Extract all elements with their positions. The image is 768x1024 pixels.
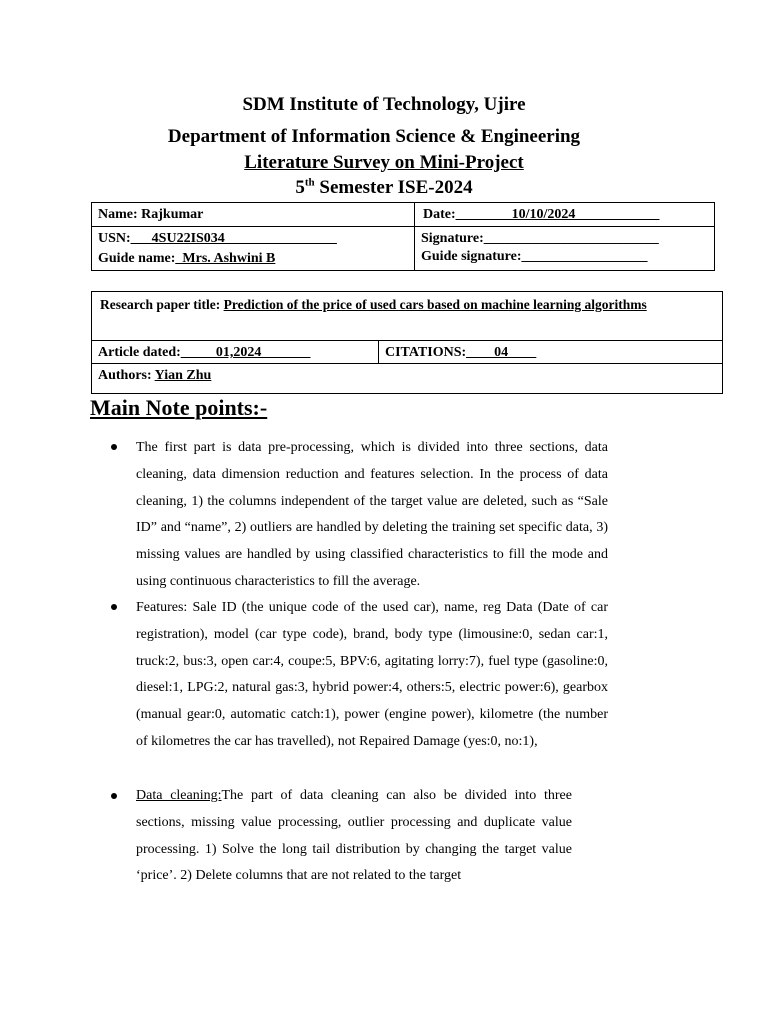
citations-label: CITATIONS: (385, 345, 467, 360)
semester-text: Semester ISE-2024 (314, 177, 473, 198)
department-name: Department of Information Science & Engineering (167, 126, 581, 147)
semester-number: 5 (295, 177, 305, 198)
info-table-row-divider-right (414, 226, 715, 227)
semester-line (0, 177, 768, 199)
usn-value: ___4SU22IS034________________ (130, 231, 337, 246)
bullet-dot (111, 793, 117, 799)
paper-table-divider-1 (91, 340, 723, 341)
paper-title-label: Research paper title: (100, 297, 221, 312)
guide-value: _Mrs. Ashwini B (175, 251, 276, 266)
bullet-dot (111, 444, 117, 450)
main-note-points-heading: Main Note points:- (90, 395, 268, 420)
guide-signature-line: __________________ (521, 249, 648, 264)
paper-table-divider-2 (91, 363, 723, 364)
guide-label: Guide name: (98, 251, 176, 266)
semester-suffix: th (304, 176, 315, 189)
bullet-dot (111, 604, 117, 610)
date-label: Date: (423, 207, 456, 222)
paper-title-field (100, 297, 647, 313)
guide-name-field (98, 251, 275, 267)
info-table-bottom-left (91, 270, 415, 271)
info-table-col-divider (414, 202, 415, 271)
name-field: Name: Rajkumar (98, 207, 204, 222)
bullet-text: Features: Sale ID (the unique code of the used car), name, reg Data (Date of car registration), model (car type code), brand, body type (limousine:0, sedan car:1, truck:2, bus:3, open car:4, coupe:5, BPV:6, agitating lorry:7), fuel type (gasoline:0, diesel:1, LPG:2, natural gas:3, hybrid power:4, others:5, electric power:6), gearbox (manual gear:0, automatic catch:1), power (engine power), kilometre (the number of kilometres the car has travelled), not Repaired Damage (yes:0, no:1), (136, 600, 608, 749)
signature-line: _________________________ (483, 231, 659, 246)
article-dated-value: _____01,2024_______ (180, 345, 311, 360)
authors-label: Authors: (98, 368, 155, 383)
info-table-row-divider-left (91, 226, 415, 227)
citations-value: ____04____ (466, 345, 537, 360)
authors-field (98, 368, 211, 384)
survey-title: Literature Survey on Mini-Project (244, 152, 524, 173)
bullet-text: The first part is data pre-processing, which is divided into three sections, data cleaning, data dimension reduction and features selection. In the process of data cleaning, 1) the columns independent of the target value are deleted, such as “Sale ID” and “name”, 2) outliers are handled by deleting the training set specific data, 3) missing values are handled by using classified characteristics to fill the mode and using continuous characteristics to fill the average. (136, 440, 608, 589)
signature-label: Signature: (421, 231, 484, 246)
guide-signature-field (421, 249, 647, 265)
guide-signature-label: Guide signature: (421, 249, 522, 264)
bullet-paragraph-2 (136, 595, 608, 756)
institute-name: SDM Institute of Technology, Ujire (242, 94, 526, 115)
bullet-text: The part of data cleaning can also be divided into three sections, missing value processing, outlier processing and duplicate value processing. 1) Solve the long tail distribution by changing the target value ‘price’. 2) Delete columns that are not related to the target (136, 788, 572, 884)
paper-table-col-divider (378, 340, 379, 364)
bullet-paragraph-3 (136, 783, 572, 890)
bullet-paragraph-1 (136, 435, 608, 596)
citations-field (385, 345, 536, 361)
authors-value: Yian Zhu (154, 368, 212, 383)
bullet-label: Data cleaning: (136, 788, 222, 803)
usn-label: USN: (98, 231, 131, 246)
date-field (423, 207, 659, 223)
article-dated-label: Article dated: (98, 345, 181, 360)
usn-field (98, 231, 337, 247)
date-value: ________10/10/2024____________ (455, 207, 660, 222)
article-dated-field (98, 345, 310, 361)
signature-field (421, 231, 659, 247)
paper-title-value: Prediction of the price of used cars based on machine learning algorithms (223, 297, 647, 312)
